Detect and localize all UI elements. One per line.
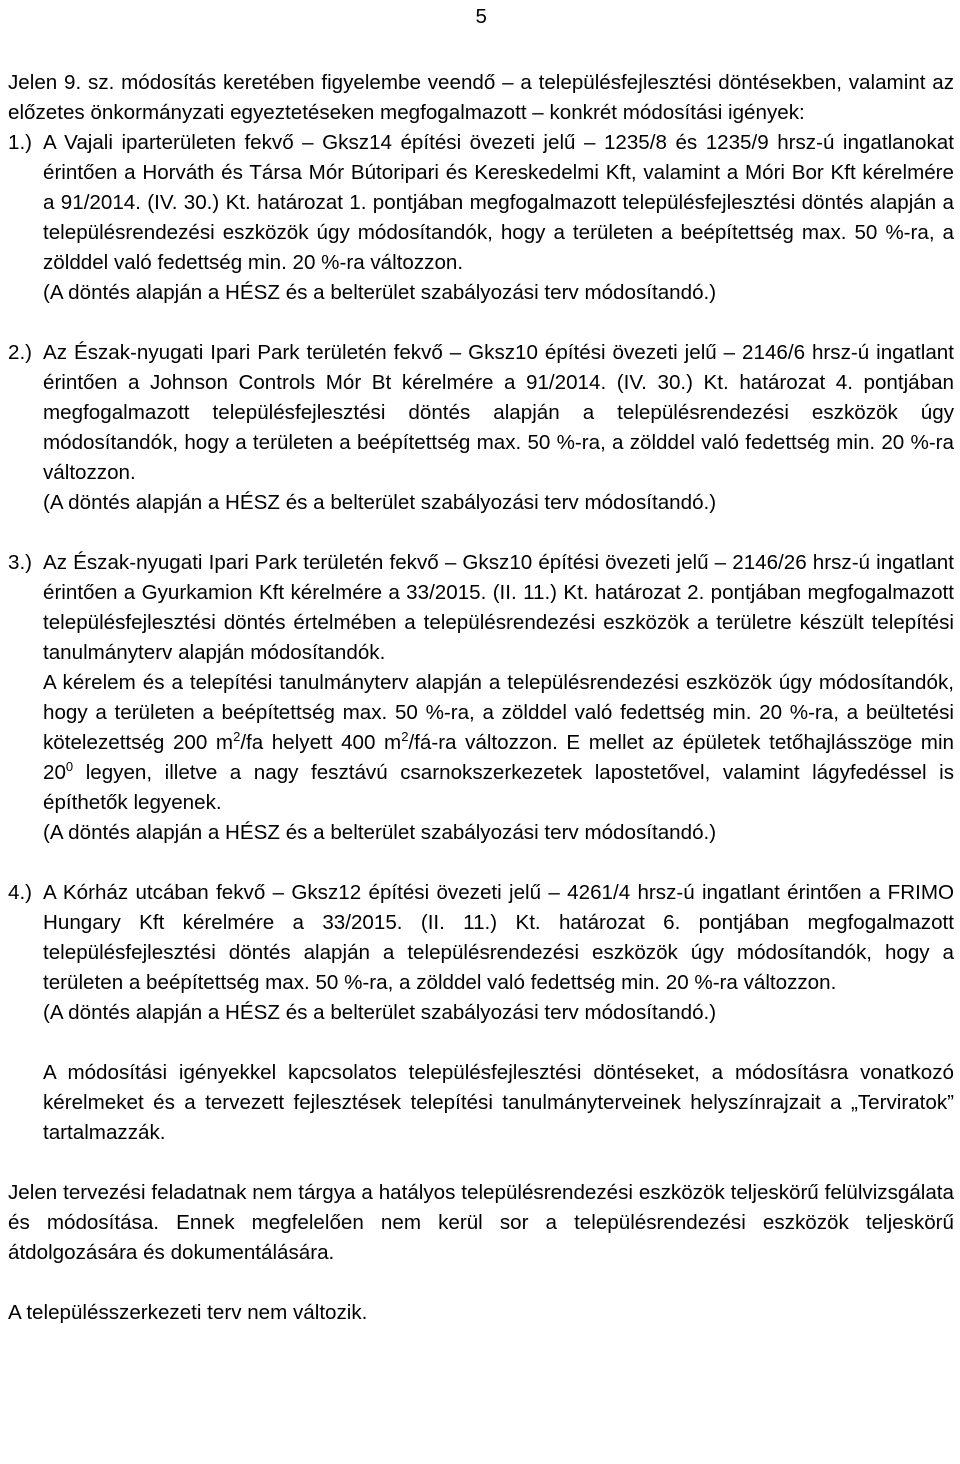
- list-item-content: [43, 878, 954, 1028]
- list-item-text-continued: A kérelem és a telepítési tanulmányterv alapján a településrendezési eszközök úgy módosítandók, hogy a területen a beépítettség max. 50 %-ra, a zölddel való fedettség min. 20 %-ra, a beültetési kötelezettség 200 $m^2/fa$ helyett 400 $m^2/fá-ra$ változzon. E mellet az épületek tetőhajlásszöge $\min 20^0$ legyen, illetve a nagy fesztávú csarnokszerkezetek lapostetővel, valamint lágyfedéssel is építhetők legyenek.: [43, 671, 954, 814]
- intro-paragraph: Jelen 9. sz. módosítás keretében figyelembe veendő – a településfejlesztési döntésekben, valamint az előzetes önkormányzati egyeztetéseken megfogalmazott – konkrét módosítási igények:: [8, 71, 954, 124]
- document-body: [8, 68, 954, 1328]
- list-item-content: [43, 338, 954, 518]
- list-item-note: (A döntés alapján a HÉSZ és a belterület szabályozási terv módosítandó.): [43, 491, 717, 514]
- list-item-note: (A döntés alapján a HÉSZ és a belterület szabályozási terv módosítandó.): [43, 281, 717, 304]
- list-item-text: Az Észak-nyugati Ipari Park területén fekvő – Gksz10 építési övezeti jelű – 2146/26 hrsz-ú ingatlant érintően a Gyurkamion Kft kérelmére a 33/2015. (II. 11.) Kt. határozat 2. pontjában megfogalmazott településfejlesztési döntés értelmében a településrendezési eszközök a területre készült telepítési tanulmányterv alapján módosítandók.: [43, 551, 954, 664]
- closing-paragraph: A településszerkezeti terv nem változik.: [8, 1301, 368, 1324]
- page-number: 5: [475, 5, 487, 28]
- list-item-number: 2.): [8, 341, 33, 364]
- list-item-number: 4.): [8, 881, 33, 904]
- list-item-3: [8, 548, 954, 848]
- list-item-text: A Kórház utcában fekvő – Gksz12 építési övezeti jelű – 4261/4 hrsz-ú ingatlant érintően a FRIMO Hungary Kft kérelmére a 33/2015. (II. 11.) Kt. határozat 6. pontjában megfogalmazott településfejlesztési döntés alapján a településrendezési eszközök úgy módosítandók, hogy a területen a beépítettség max. 50 %-ra, a zölddel való fedettség min. 20 %-ra változzon.: [43, 881, 954, 994]
- modification-list: [8, 128, 954, 1148]
- summary-paragraph: A módosítási igényekkel kapcsolatos településfejlesztési döntéseket, a módosításra vonatkozó kérelmeket és a tervezett fejlesztések telepítési tanulmányterveinek helyszínrajzait a „Terviratok” tartalmazzák.: [43, 1061, 954, 1144]
- list-item-content: [43, 128, 954, 308]
- list-item-note: (A döntés alapján a HÉSZ és a belterület szabályozási terv módosítandó.): [43, 1001, 717, 1024]
- list-item-number: 3.): [8, 551, 33, 574]
- list-item-1: [8, 128, 954, 308]
- list-item-2: [8, 338, 954, 518]
- list-item-note: (A döntés alapján a HÉSZ és a belterület szabályozási terv módosítandó.): [43, 821, 717, 844]
- list-item-number: 1.): [8, 131, 33, 154]
- list-item-content: [43, 548, 954, 848]
- list-item-text: A Vajali iparterületen fekvő – Gksz14 építési övezeti jelű – 1235/8 és 1235/9 hrsz-ú ingatlanokat érintően a Horváth és Társa Mór Bútoripari és Kereskedelmi Kft, valamint a Móri Bor Kft kérelmére a 91/2014. (IV. 30.) Kt. határozat 1. pontjában megfogalmazott településfejlesztési döntés alapján a településrendezési eszközök úgy módosítandók, hogy a területen a beépítettség max. 50 %-ra, a zölddel való fedettség min. 20 %-ra változzon.: [43, 131, 954, 274]
- list-item-4: [8, 878, 954, 1028]
- scope-paragraph: Jelen tervezési feladatnak nem tárgya a hatályos településrendezési eszközök teljeskörű felülvizsgálata és módosítása. Ennek megfelelően nem kerül sor a településrendezési eszközök teljeskörű átdolgozására és dokumentálására.: [8, 1181, 954, 1264]
- list-item-text: Az Észak-nyugati Ipari Park területén fekvő – Gksz10 építési övezeti jelű – 2146/6 hrsz-ú ingatlant érintően a Johnson Controls Mór Bt kérelmére a 91/2014. (IV. 30.) Kt. határozat 4. pontjában megfogalmazott településfejlesztési döntés alapján a településrendezési eszközök úgy módosítandók, hogy a területen a beépítettség max. 50 %-ra, a zölddel való fedettség min. 20 %-ra változzon.: [43, 341, 954, 484]
